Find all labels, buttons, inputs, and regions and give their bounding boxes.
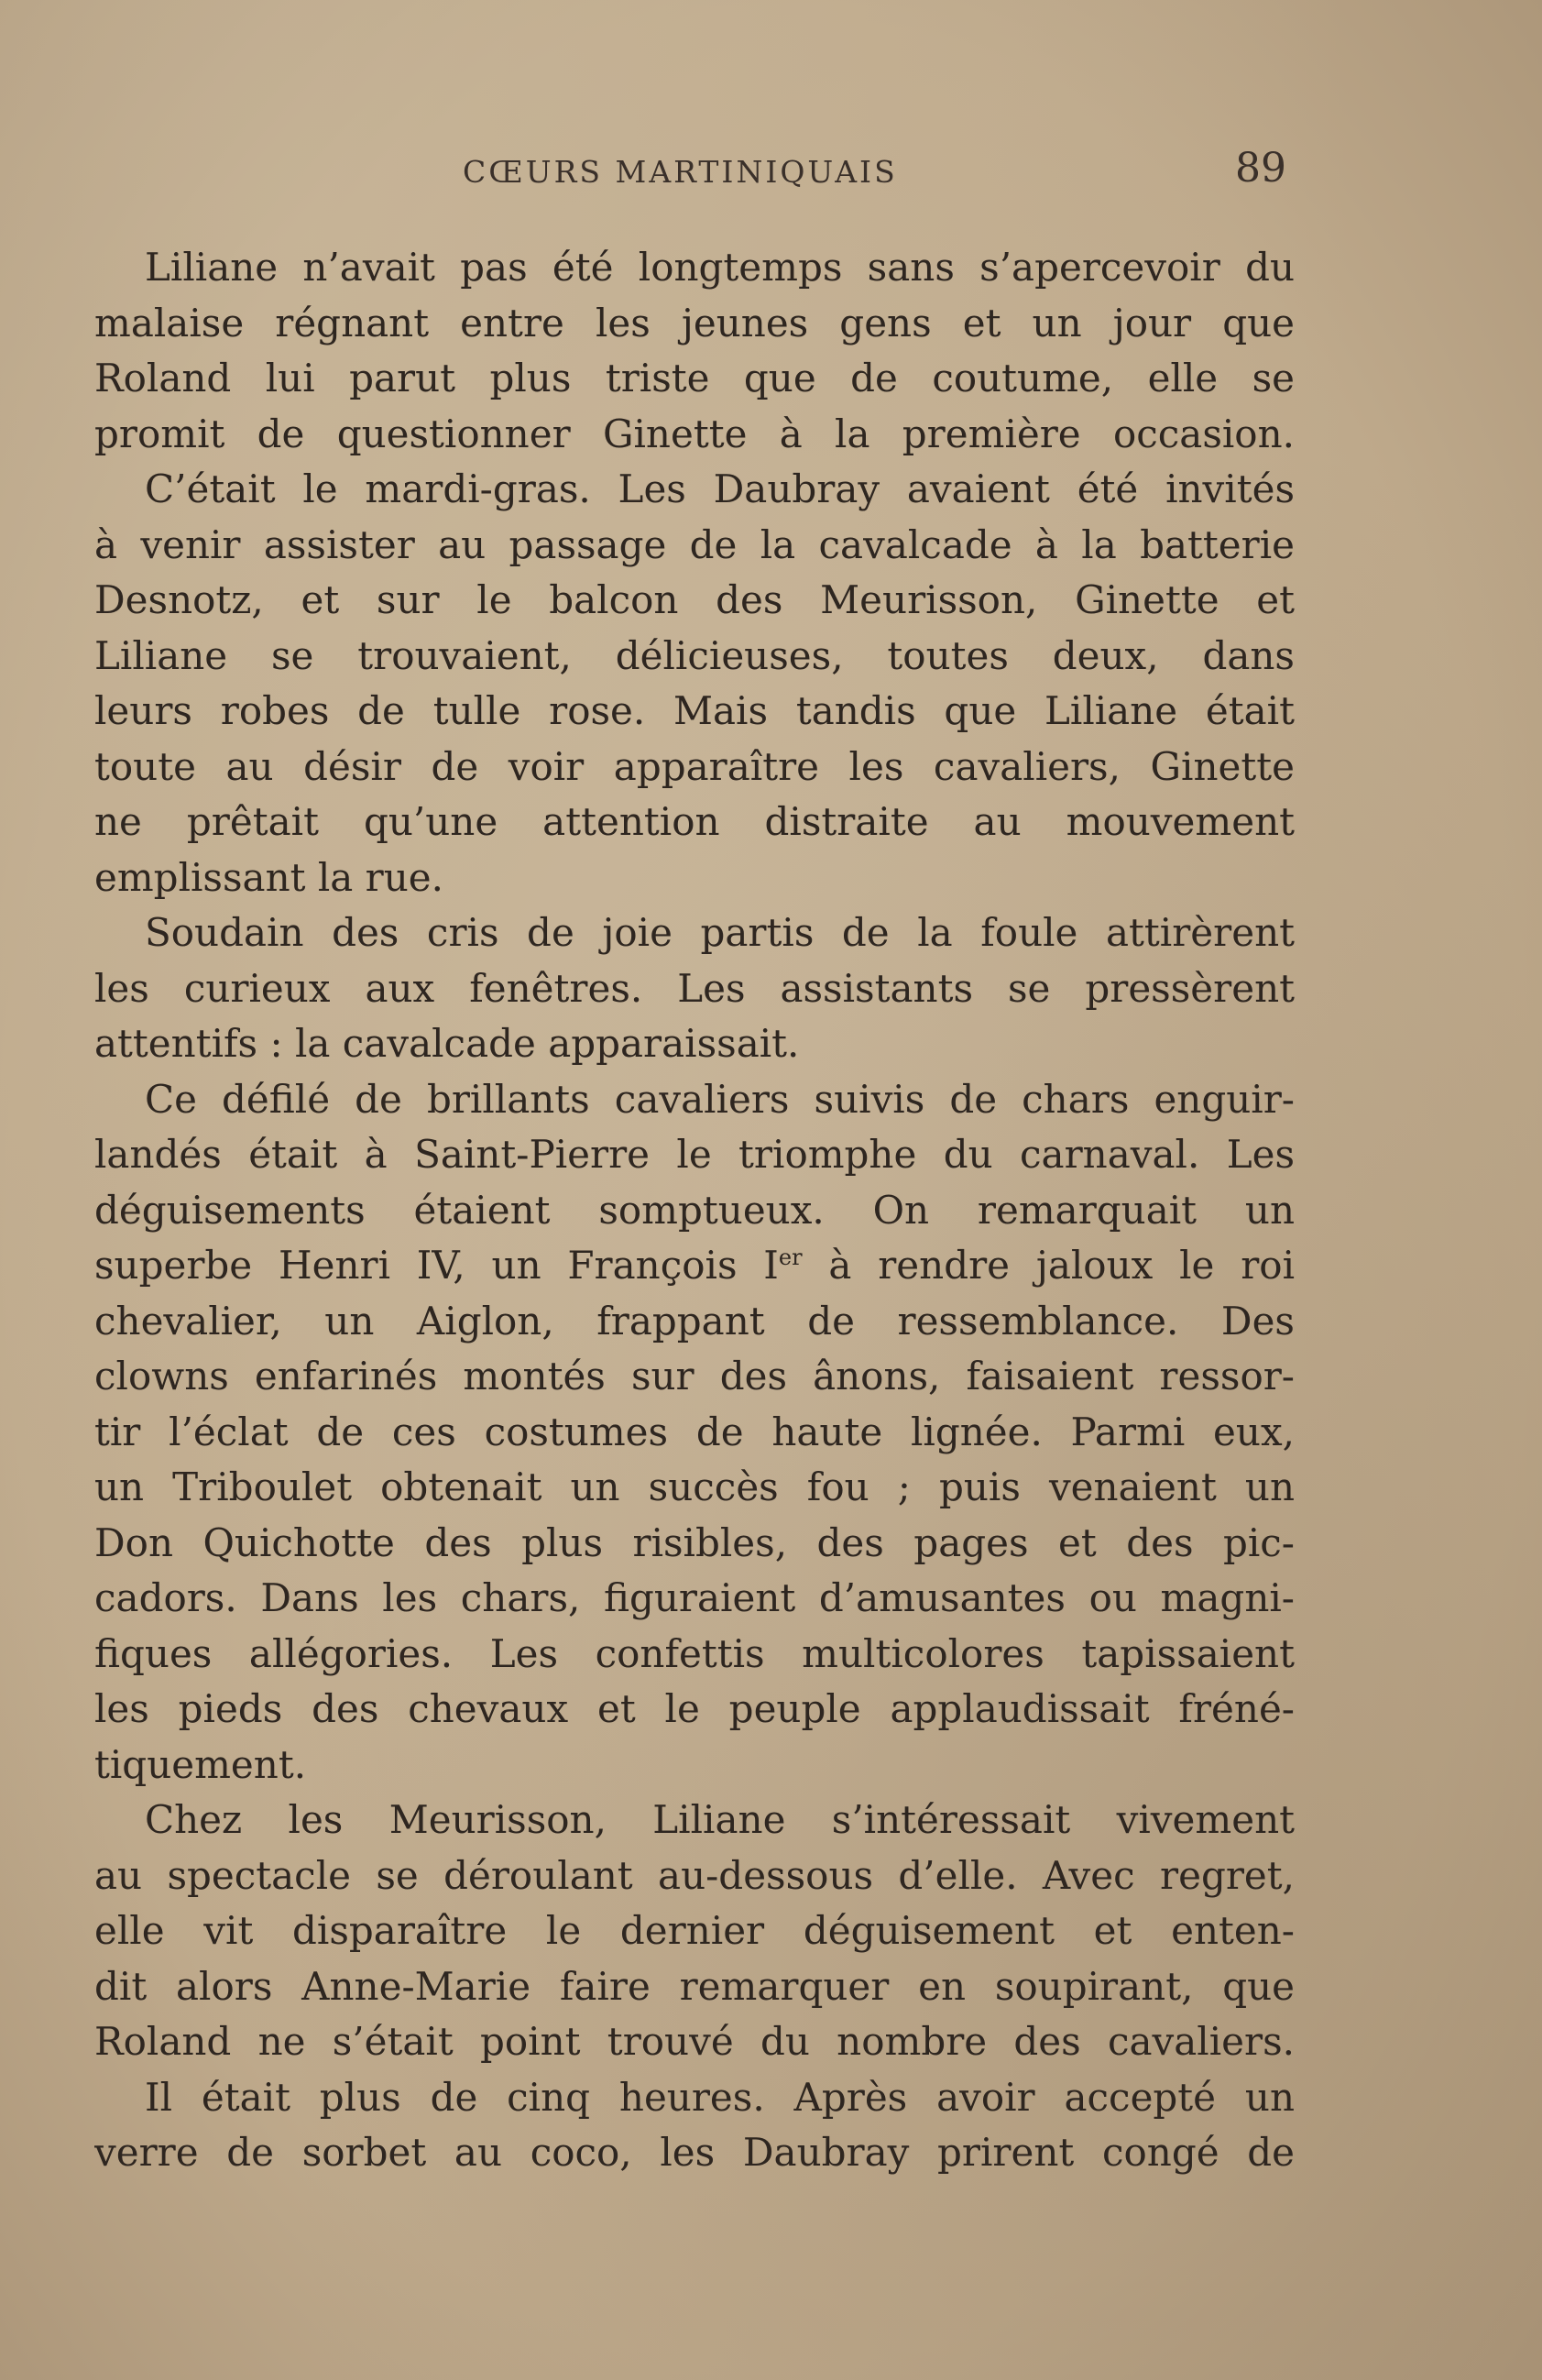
text-line: Liliane n’avait pas été longtemps sans s’apercevoir du (145, 245, 1295, 290)
text-line: un Triboulet obtenait un succès fou ; puis venaient un (94, 1464, 1295, 1509)
text-line: chevalier, un Aiglon, frappant de ressemblance. Des (94, 1298, 1295, 1344)
text-line: emplissant la rue. (94, 854, 444, 900)
body-text (94, 240, 1295, 2181)
text-line: Chez les Meurisson, Liliane s’intéressait vivement (145, 1797, 1295, 1842)
text-line: au spectacle se déroulant au-dessous d’elle. Avec regret, (94, 1852, 1295, 1898)
text-line: attentifs : la cavalcade apparaissait. (94, 1021, 800, 1066)
text-line: les pieds des chevaux et le peuple applaudissait fréné- (94, 1686, 1295, 1731)
text-line: dit alors Anne-Marie faire remarquer en soupirant, que (94, 1963, 1295, 2009)
text-fragment: à rendre jaloux le roi (802, 1243, 1295, 1288)
text-line: leurs robes de tulle rose. Mais tandis que Liliane était (94, 688, 1295, 733)
text-line: tiquement. (94, 1741, 307, 1787)
text-line: Liliane se trouvaient, délicieuses, toutes deux, dans (94, 632, 1295, 678)
text-fragment: superbe Henri IV, un François I (94, 1243, 779, 1288)
text-line: Don Quichotte des plus risibles, des pages et des pic- (94, 1519, 1295, 1565)
text-line: cadors. Dans les chars, figuraient d’amusantes ou magni- (94, 1575, 1295, 1620)
text-line: à venir assister au passage de la cavalcade à la batterie (94, 521, 1295, 567)
text-line: Roland lui parut plus triste que de coutume, elle se (94, 356, 1295, 400)
text-line: fiques allégories. Les confettis multicolores tapissaient (94, 1630, 1295, 1676)
superscript: er (778, 1245, 803, 1270)
page-number: 89 (1235, 145, 1286, 192)
text-line: Soudain des cris de joie partis de la foule attirèrent (145, 910, 1295, 955)
text-line: Il était plus de cinq heures. Après avoir accepté un (145, 2074, 1295, 2120)
text-line: ne prêtait qu’une attention distraite au mouvement (94, 799, 1295, 844)
text-line: Ce défilé de brillants cavaliers suivis de chars enguir- (145, 1076, 1295, 1122)
text-line: les curieux aux fenêtres. Les assistants se pressèrent (94, 965, 1295, 1011)
text-line: landés était à Saint-Pierre le triomphe du carnaval. Les (94, 1132, 1295, 1177)
text-line: Desnotz, et sur le balcon des Meurisson, Ginette et (94, 577, 1295, 622)
text-line: déguisements étaient somptueux. On remarquait un (94, 1187, 1295, 1233)
text-line: malaise régnant entre les jeunes gens et un jour que (94, 300, 1295, 345)
text-line: Roland ne s’était point trouvé du nombre des cavaliers. (94, 2019, 1295, 2064)
text-line: clowns enfarinés montés sur des ânons, faisaient ressor- (94, 1354, 1295, 1398)
text-line: tir l’éclat de ces costumes de haute lignée. Parmi eux, (94, 1409, 1295, 1454)
text-line: C’était le mardi-gras. Les Daubray avaient été invités (145, 466, 1295, 511)
text-line: verre de sorbet au coco, les Daubray prirent congé de (94, 2130, 1295, 2175)
text-line: elle vit disparaître le dernier déguisement et enten- (94, 1908, 1295, 1953)
text-line: toute au désir de voir apparaître les cavaliers, Ginette (94, 743, 1295, 789)
text-line: promit de questionner Ginette à la première occasion. (94, 411, 1295, 456)
text-line-with-superscript (94, 1238, 1295, 1294)
running-title: CŒURS MARTINIQUAIS (463, 154, 898, 190)
